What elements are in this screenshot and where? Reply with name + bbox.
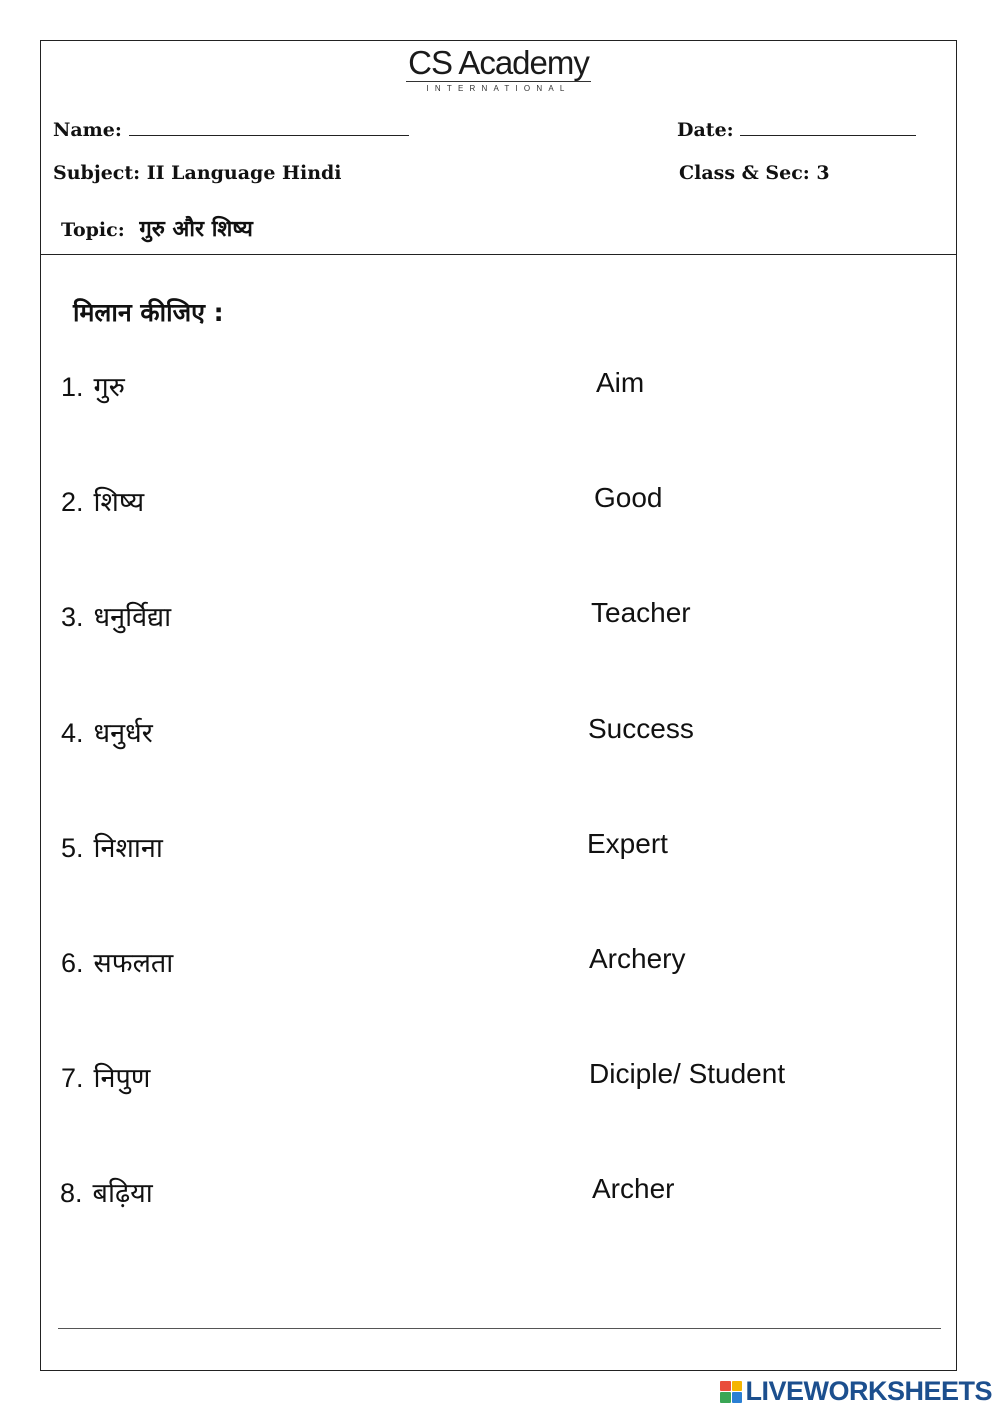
- instruction-heading: मिलान कीजिए :: [73, 298, 224, 327]
- item-number: 4.: [61, 717, 84, 748]
- match-item: [61, 482, 144, 519]
- date-blank[interactable]: [740, 135, 916, 136]
- date-label: Date:: [677, 119, 734, 141]
- liveworksheets-branding: [720, 1376, 992, 1407]
- liveworksheets-logo-icon: [720, 1381, 742, 1403]
- logo-square: [732, 1392, 743, 1403]
- match-item: [61, 713, 153, 750]
- item-number: 5.: [61, 832, 84, 863]
- item-number: 8.: [60, 1178, 83, 1209]
- hindi-word[interactable]: सफलता: [93, 948, 174, 979]
- class-sec-label: Class & Sec: 3: [679, 162, 830, 184]
- topic-label: Topic:: [61, 219, 125, 241]
- hindi-word[interactable]: शिष्य: [93, 487, 145, 519]
- worksheet: [40, 40, 957, 1371]
- match-item: [61, 367, 125, 404]
- item-number: 2.: [61, 487, 84, 518]
- name-label: Name:: [53, 119, 122, 141]
- name-blank[interactable]: [129, 135, 409, 136]
- logo-square: [720, 1381, 731, 1392]
- english-meaning[interactable]: Diciple/ Student: [589, 1058, 786, 1090]
- header-divider: [41, 254, 956, 255]
- subject-label: Subject: II Language Hindi: [53, 162, 342, 184]
- english-meaning[interactable]: Archery: [589, 943, 686, 974]
- hindi-word[interactable]: धनुर्विद्या: [93, 602, 172, 634]
- english-meaning[interactable]: Aim: [596, 367, 645, 398]
- logo-subtitle: INTERNATIONAL: [426, 84, 571, 93]
- match-item: [61, 597, 171, 634]
- hindi-word[interactable]: निपुण: [93, 1063, 151, 1095]
- logo: [41, 45, 956, 93]
- topic-field: [61, 213, 253, 243]
- hindi-word[interactable]: बढ़िया: [92, 1178, 153, 1210]
- bottom-divider: [58, 1328, 941, 1329]
- english-meaning[interactable]: Teacher: [591, 597, 691, 629]
- liveworksheets-text: LIVEWORKSHEETS: [745, 1376, 992, 1406]
- english-meaning[interactable]: Good: [594, 482, 663, 514]
- english-meaning[interactable]: Expert: [587, 827, 668, 859]
- item-number: 3.: [61, 602, 84, 633]
- name-field: [53, 119, 409, 141]
- item-number: 7.: [61, 1063, 84, 1094]
- item-number: 6.: [61, 948, 84, 978]
- english-meaning[interactable]: Success: [588, 712, 694, 744]
- logo-square: [732, 1381, 743, 1392]
- item-number: 1.: [61, 372, 84, 402]
- hindi-word[interactable]: निशाना: [93, 832, 163, 864]
- match-item: [61, 943, 173, 980]
- english-meaning[interactable]: Archer: [592, 1173, 675, 1205]
- date-field: [677, 119, 916, 141]
- match-item: [60, 1173, 153, 1210]
- logo-square: [720, 1392, 731, 1403]
- match-item: [61, 828, 163, 865]
- topic-value: गुरु और शिष्य: [139, 217, 253, 242]
- match-item: [61, 1058, 150, 1095]
- hindi-word[interactable]: धनुर्धर: [93, 717, 153, 749]
- logo-name: CS Academy: [408, 44, 589, 81]
- hindi-word[interactable]: गुरु: [93, 372, 125, 403]
